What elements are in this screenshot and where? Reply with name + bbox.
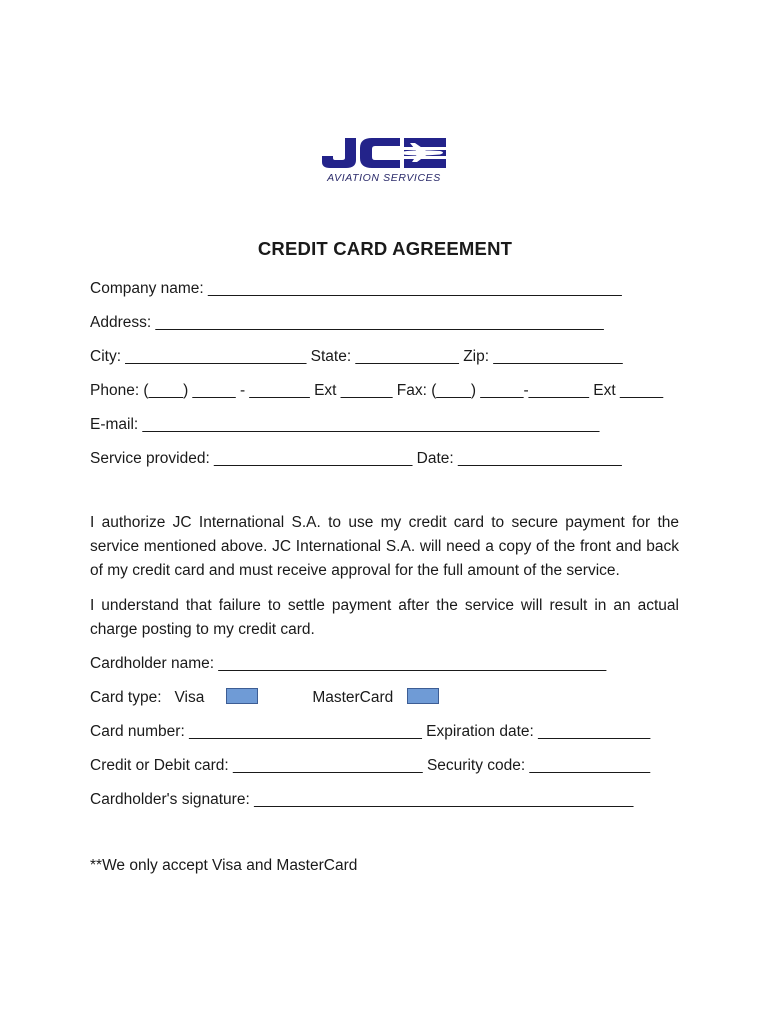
card-number-field[interactable]: Card number: ___________________________ Expiration date: _____________ xyxy=(90,723,651,740)
city-state-zip-field[interactable]: City: _____________________ State: ____________ Zip: _______________ xyxy=(90,348,623,365)
service-date-field[interactable]: Service provided: _______________________ Date: ___________________ xyxy=(90,450,622,467)
address-field[interactable]: Address: ____________________________________________________ xyxy=(90,314,604,331)
credit-debit-field[interactable]: Credit or Debit card: ______________________ Security code: ______________ xyxy=(90,757,651,774)
company-name-field[interactable]: Company name: ________________________________________________ xyxy=(90,280,622,297)
phone-fax-field[interactable]: Phone: (____) _____ - _______ Ext ______ Fax: (____) _____-_______ Ext _____ xyxy=(90,382,664,399)
company-logo xyxy=(318,134,450,186)
email-field[interactable]: E-mail: _____________________________________________________ xyxy=(90,416,600,433)
page-title: CREDIT CARD AGREEMENT xyxy=(257,238,513,259)
logo-subtitle: AVIATION SERVICES xyxy=(327,172,441,184)
card-type-row xyxy=(90,688,439,708)
signature-field[interactable]: Cardholder's signature: ____________________________________________ xyxy=(90,791,634,808)
jc-logo-mark-icon xyxy=(318,134,450,172)
mastercard-checkbox[interactable] xyxy=(407,688,439,704)
card-type-label: Card type: xyxy=(90,689,162,706)
mastercard-label: MasterCard xyxy=(312,689,394,706)
visa-label: Visa xyxy=(174,689,205,706)
understanding-paragraph: I understand that failure to settle payment after the service will result in an actual charge posting to my credit card. xyxy=(90,597,679,638)
accepted-cards-note: **We only accept Visa and MasterCard xyxy=(90,857,358,874)
cardholder-name-field[interactable]: Cardholder name: _____________________________________________ xyxy=(90,655,607,672)
authorization-paragraph: I authorize JC International S.A. to use my credit card to secure payment for the service mentioned above. JC International S.A. will need a copy of the front and back of my credit card and must receive approval for the full amount of the service. xyxy=(90,514,679,579)
visa-checkbox[interactable] xyxy=(226,688,258,704)
